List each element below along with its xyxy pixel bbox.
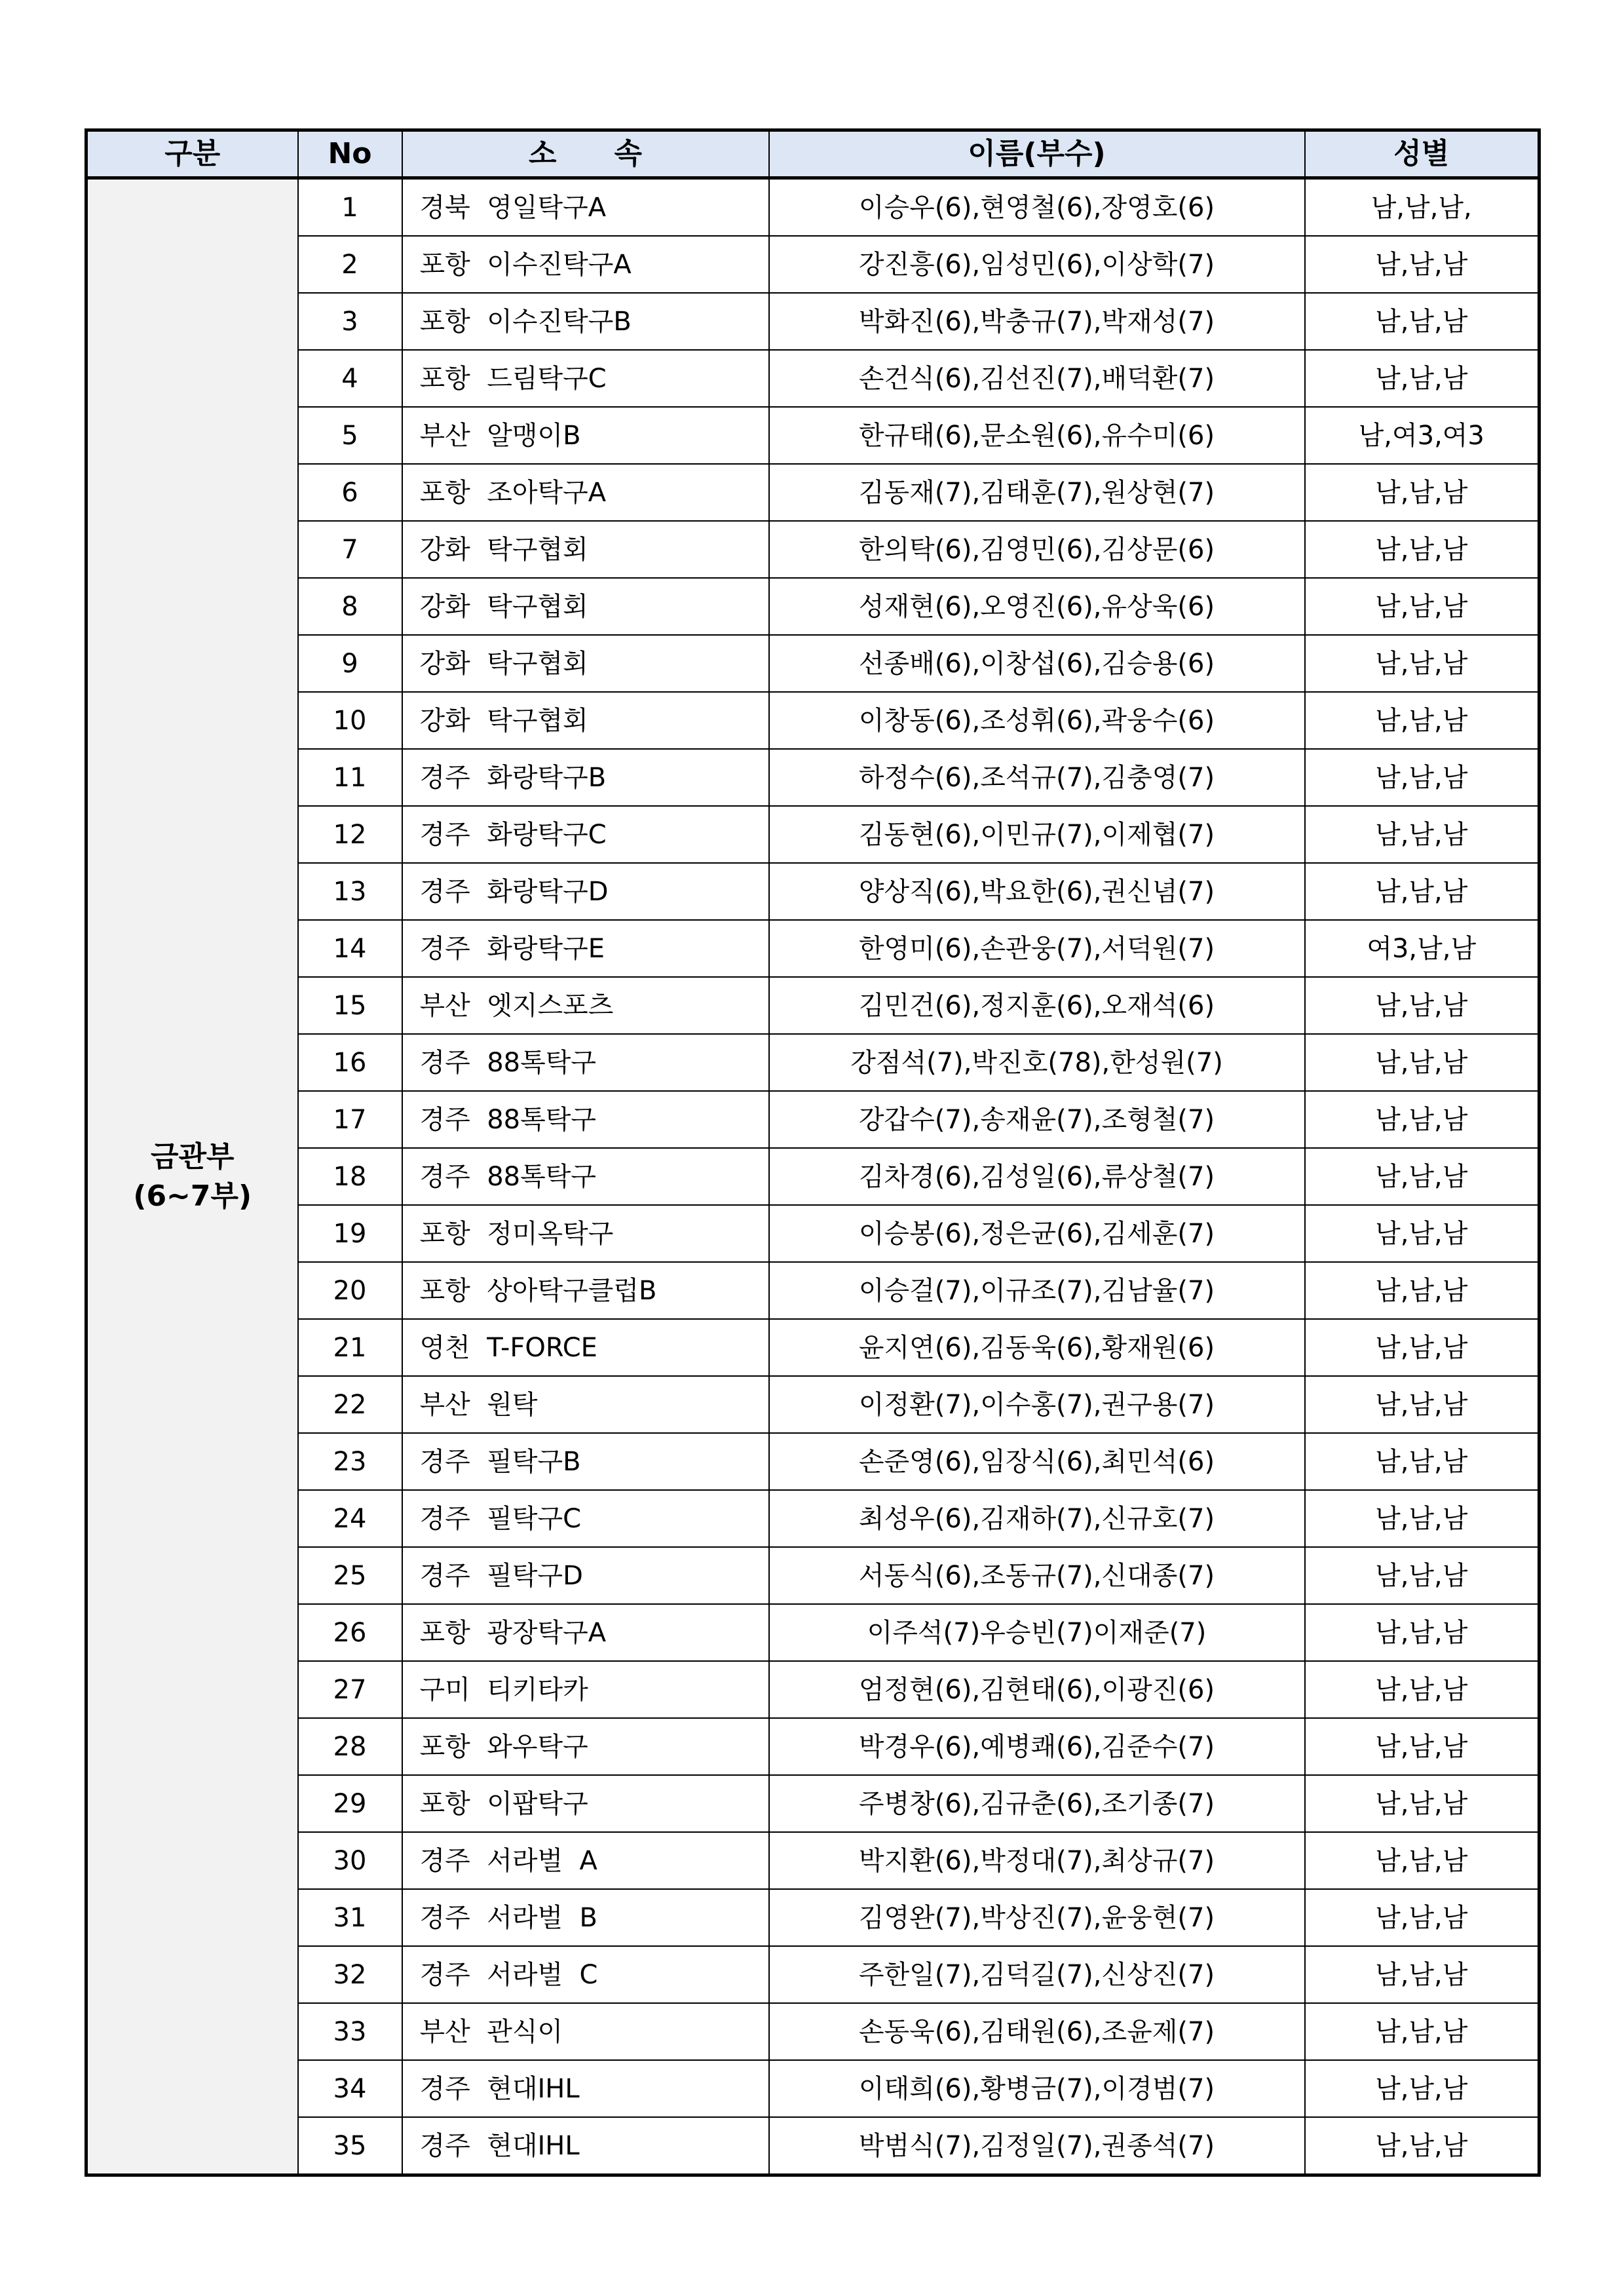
affiliation-cell: 강화 탁구협회 (402, 521, 769, 578)
names-cell: 하정수(6),조석규(7),김충영(7) (769, 749, 1305, 806)
gender-cell: 남,남,남 (1305, 1091, 1539, 1148)
gender-cell: 남,남,남 (1305, 2003, 1539, 2060)
row-number: 13 (298, 863, 402, 920)
names-cell: 한규태(6),문소원(6),유수미(6) (769, 407, 1305, 464)
row-number: 15 (298, 977, 402, 1034)
row-number: 12 (298, 806, 402, 863)
gender-cell: 남,남,남 (1305, 521, 1539, 578)
table-row (86, 1718, 1539, 1775)
row-number: 29 (298, 1775, 402, 1832)
affiliation-cell: 경주 88톡탁구 (402, 1091, 769, 1148)
row-number: 6 (298, 464, 402, 521)
affiliation-cell: 경주 현대IHL (402, 2117, 769, 2175)
row-number: 27 (298, 1661, 402, 1718)
gender-cell: 남,남,남 (1305, 1376, 1539, 1433)
gender-cell: 남,남,남 (1305, 1889, 1539, 1946)
row-number: 1 (298, 178, 402, 237)
row-number: 3 (298, 293, 402, 350)
affiliation-cell: 포항 드림탁구C (402, 350, 769, 407)
header-names: 이름(부수) (769, 130, 1305, 178)
table-row (86, 407, 1539, 464)
affiliation-cell: 포항 이팝탁구 (402, 1775, 769, 1832)
table-row (86, 863, 1539, 920)
affiliation-cell: 포항 이수진탁구A (402, 236, 769, 293)
affiliation-cell: 강화 탁구협회 (402, 578, 769, 635)
affiliation-cell: 강화 탁구협회 (402, 692, 769, 749)
table-row (86, 1376, 1539, 1433)
gender-cell: 남,남,남 (1305, 635, 1539, 692)
table-row (86, 178, 1539, 237)
header-no: No (298, 130, 402, 178)
header-gender: 성별 (1305, 130, 1539, 178)
names-cell: 엄정현(6),김현태(6),이광진(6) (769, 1661, 1305, 1718)
names-cell: 양상직(6),박요한(6),권신념(7) (769, 863, 1305, 920)
table-row (86, 2003, 1539, 2060)
row-number: 8 (298, 578, 402, 635)
affiliation-cell: 경주 서라벌 B (402, 1889, 769, 1946)
names-cell: 윤지연(6),김동욱(6),황재원(6) (769, 1319, 1305, 1376)
gender-cell: 남,남,남 (1305, 1775, 1539, 1832)
gender-cell: 남,남,남 (1305, 1148, 1539, 1205)
table-row (86, 1091, 1539, 1148)
table-row (86, 1433, 1539, 1490)
row-number: 32 (298, 1946, 402, 2003)
names-cell: 강점석(7),박진호(78),한성원(7) (769, 1034, 1305, 1091)
gender-cell: 남,남,남 (1305, 1433, 1539, 1490)
row-number: 24 (298, 1490, 402, 1547)
row-number: 10 (298, 692, 402, 749)
affiliation-cell: 경주 현대IHL (402, 2060, 769, 2117)
affiliation-cell: 포항 이수진탁구B (402, 293, 769, 350)
names-cell: 이승걸(7),이규조(7),김남율(7) (769, 1262, 1305, 1319)
row-number: 26 (298, 1604, 402, 1661)
table-row (86, 806, 1539, 863)
table-row (86, 1262, 1539, 1319)
names-cell: 김민건(6),정지훈(6),오재석(6) (769, 977, 1305, 1034)
names-cell: 손준영(6),임장식(6),최민석(6) (769, 1433, 1305, 1490)
affiliation-cell: 경주 화랑탁구B (402, 749, 769, 806)
names-cell: 이정환(7),이수홍(7),권구용(7) (769, 1376, 1305, 1433)
row-number: 4 (298, 350, 402, 407)
affiliation-cell: 포항 광장탁구A (402, 1604, 769, 1661)
row-number: 31 (298, 1889, 402, 1946)
roster-table (85, 128, 1541, 2177)
row-number: 7 (298, 521, 402, 578)
gender-cell: 남,남,남, (1305, 178, 1539, 237)
gender-cell: 남,남,남 (1305, 1490, 1539, 1547)
names-cell: 주병창(6),김규춘(6),조기종(7) (769, 1775, 1305, 1832)
gender-cell: 남,남,남 (1305, 236, 1539, 293)
gender-cell: 여3,남,남 (1305, 920, 1539, 977)
table-row (86, 1832, 1539, 1889)
row-number: 14 (298, 920, 402, 977)
names-cell: 김동재(7),김태훈(7),원상현(7) (769, 464, 1305, 521)
affiliation-cell: 경주 서라벌 C (402, 1946, 769, 2003)
names-cell: 이창동(6),조성휘(6),곽웅수(6) (769, 692, 1305, 749)
table-row (86, 1547, 1539, 1604)
row-number: 30 (298, 1832, 402, 1889)
names-cell: 강진흥(6),임성민(6),이상학(7) (769, 236, 1305, 293)
table-row (86, 1604, 1539, 1661)
names-cell: 이태희(6),황병금(7),이경범(7) (769, 2060, 1305, 2117)
table-row (86, 1490, 1539, 1547)
table-row (86, 1034, 1539, 1091)
gender-cell: 남,남,남 (1305, 1205, 1539, 1262)
names-cell: 김차경(6),김성일(6),류상철(7) (769, 1148, 1305, 1205)
row-number: 2 (298, 236, 402, 293)
table-row (86, 1889, 1539, 1946)
names-cell: 손건식(6),김선진(7),배덕환(7) (769, 350, 1305, 407)
gender-cell: 남,남,남 (1305, 1034, 1539, 1091)
gender-cell: 남,남,남 (1305, 1604, 1539, 1661)
gender-cell: 남,남,남 (1305, 1661, 1539, 1718)
row-number: 22 (298, 1376, 402, 1433)
table-row (86, 1775, 1539, 1832)
affiliation-cell: 경북 영일탁구A (402, 178, 769, 237)
table-row (86, 1148, 1539, 1205)
affiliation-cell: 경주 88톡탁구 (402, 1148, 769, 1205)
names-cell: 한영미(6),손관웅(7),서덕원(7) (769, 920, 1305, 977)
table-row (86, 2060, 1539, 2117)
row-number: 34 (298, 2060, 402, 2117)
table-row (86, 464, 1539, 521)
affiliation-cell: 강화 탁구협회 (402, 635, 769, 692)
gender-cell: 남,남,남 (1305, 578, 1539, 635)
table-row (86, 1319, 1539, 1376)
row-number: 35 (298, 2117, 402, 2175)
table-row (86, 977, 1539, 1034)
table-header (86, 130, 1539, 178)
gender-cell: 남,남,남 (1305, 1262, 1539, 1319)
names-cell: 박범식(7),김정일(7),권종석(7) (769, 2117, 1305, 2175)
affiliation-cell: 포항 정미옥탁구 (402, 1205, 769, 1262)
gender-cell: 남,남,남 (1305, 350, 1539, 407)
affiliation-cell: 포항 조아탁구A (402, 464, 769, 521)
gender-cell: 남,남,남 (1305, 806, 1539, 863)
row-number: 17 (298, 1091, 402, 1148)
table-row (86, 1946, 1539, 2003)
row-number: 28 (298, 1718, 402, 1775)
table-row (86, 578, 1539, 635)
row-number: 33 (298, 2003, 402, 2060)
affiliation-cell: 부산 관식이 (402, 2003, 769, 2060)
names-cell: 이승우(6),현영철(6),장영호(6) (769, 178, 1305, 237)
group-cell (86, 178, 298, 2175)
gender-cell: 남,여3,여3 (1305, 407, 1539, 464)
table-row (86, 635, 1539, 692)
affiliation-cell: 포항 상아탁구클럽B (402, 1262, 769, 1319)
header-row (86, 130, 1539, 178)
row-number: 9 (298, 635, 402, 692)
affiliation-cell: 경주 화랑탁구D (402, 863, 769, 920)
row-number: 25 (298, 1547, 402, 1604)
header-category: 구분 (86, 130, 298, 178)
affiliation-cell: 경주 화랑탁구E (402, 920, 769, 977)
gender-cell: 남,남,남 (1305, 1547, 1539, 1604)
table-body (86, 178, 1539, 2175)
table-row (86, 920, 1539, 977)
affiliation-cell: 경주 서라벌 A (402, 1832, 769, 1889)
names-cell: 성재현(6),오영진(6),유상욱(6) (769, 578, 1305, 635)
gender-cell: 남,남,남 (1305, 2060, 1539, 2117)
affiliation-cell: 구미 티키타카 (402, 1661, 769, 1718)
names-cell: 김동현(6),이민규(7),이제협(7) (769, 806, 1305, 863)
gender-cell: 남,남,남 (1305, 1946, 1539, 2003)
names-cell: 김영완(7),박상진(7),윤웅현(7) (769, 1889, 1305, 1946)
names-cell: 주한일(7),김덕길(7),신상진(7) (769, 1946, 1305, 2003)
header-affiliation: 소 속 (402, 130, 769, 178)
table-row (86, 521, 1539, 578)
table-row (86, 1205, 1539, 1262)
row-number: 19 (298, 1205, 402, 1262)
row-number: 16 (298, 1034, 402, 1091)
gender-cell: 남,남,남 (1305, 1832, 1539, 1889)
affiliation-cell: 부산 원탁 (402, 1376, 769, 1433)
table-row (86, 692, 1539, 749)
affiliation-cell: 영천 T-FORCE (402, 1319, 769, 1376)
names-cell: 박경우(6),예병쾌(6),김준수(7) (769, 1718, 1305, 1775)
names-cell: 최성우(6),김재하(7),신규호(7) (769, 1490, 1305, 1547)
table-row (86, 293, 1539, 350)
names-cell: 선종배(6),이창섭(6),김승용(6) (769, 635, 1305, 692)
gender-cell: 남,남,남 (1305, 293, 1539, 350)
names-cell: 이주석(7)우승빈(7)이재준(7) (769, 1604, 1305, 1661)
names-cell: 박화진(6),박충규(7),박재성(7) (769, 293, 1305, 350)
affiliation-cell: 경주 88톡탁구 (402, 1034, 769, 1091)
affiliation-cell: 경주 필탁구C (402, 1490, 769, 1547)
gender-cell: 남,남,남 (1305, 977, 1539, 1034)
group-label: 금관부 (150, 1139, 235, 1174)
affiliation-cell: 부산 엣지스포츠 (402, 977, 769, 1034)
affiliation-cell: 경주 필탁구D (402, 1547, 769, 1604)
gender-cell: 남,남,남 (1305, 863, 1539, 920)
affiliation-cell: 경주 화랑탁구C (402, 806, 769, 863)
gender-cell: 남,남,남 (1305, 464, 1539, 521)
names-cell: 서동식(6),조동규(7),신대종(7) (769, 1547, 1305, 1604)
table-row (86, 236, 1539, 293)
gender-cell: 남,남,남 (1305, 2117, 1539, 2175)
group-range: (6~7부) (133, 1179, 252, 1213)
gender-cell: 남,남,남 (1305, 1718, 1539, 1775)
row-number: 11 (298, 749, 402, 806)
row-number: 23 (298, 1433, 402, 1490)
gender-cell: 남,남,남 (1305, 749, 1539, 806)
names-cell: 손동욱(6),김태원(6),조윤제(7) (769, 2003, 1305, 2060)
names-cell: 이승봉(6),정은균(6),김세훈(7) (769, 1205, 1305, 1262)
row-number: 20 (298, 1262, 402, 1319)
roster-sheet (85, 128, 1538, 2177)
row-number: 5 (298, 407, 402, 464)
row-number: 21 (298, 1319, 402, 1376)
gender-cell: 남,남,남 (1305, 1319, 1539, 1376)
table-row (86, 749, 1539, 806)
table-row (86, 350, 1539, 407)
names-cell: 박지환(6),박정대(7),최상규(7) (769, 1832, 1305, 1889)
affiliation-cell: 포항 와우탁구 (402, 1718, 769, 1775)
names-cell: 한의탁(6),김영민(6),김상문(6) (769, 521, 1305, 578)
table-row (86, 2117, 1539, 2175)
affiliation-cell: 부산 알맹이B (402, 407, 769, 464)
names-cell: 강갑수(7),송재윤(7),조형철(7) (769, 1091, 1305, 1148)
row-number: 18 (298, 1148, 402, 1205)
table-row (86, 1661, 1539, 1718)
affiliation-cell: 경주 필탁구B (402, 1433, 769, 1490)
gender-cell: 남,남,남 (1305, 692, 1539, 749)
